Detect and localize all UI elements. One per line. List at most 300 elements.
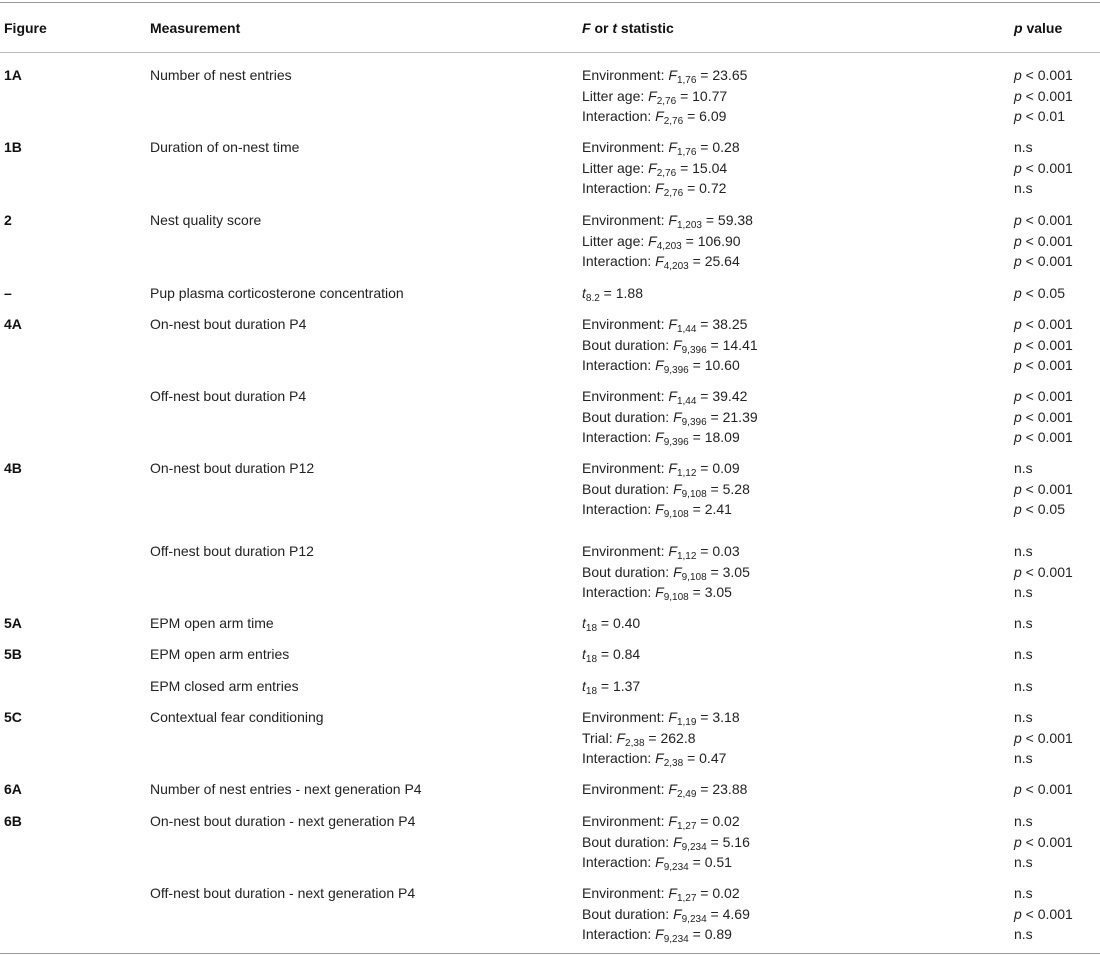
- effect-label: Bout duration:: [582, 563, 674, 580]
- statistic-line: [582, 924, 750, 945]
- figure-cell: 4B: [4, 460, 22, 476]
- degrees-of-freedom: 1,44: [676, 324, 697, 335]
- p-value-text: < 0.001: [1021, 159, 1073, 176]
- statistic-value: = 10.60: [688, 357, 740, 374]
- figure-cell: 5A: [4, 615, 22, 631]
- p-value-line: [1014, 335, 1073, 356]
- header-p-value: [1014, 20, 1062, 36]
- p-value-text: n.s: [1014, 139, 1033, 155]
- statistic-cell: [582, 210, 753, 272]
- degrees-of-freedom: 9,234: [681, 841, 707, 853]
- statistic-symbol: t: [582, 646, 586, 662]
- p-value-text: < 0.001: [1021, 408, 1073, 425]
- p-value-text: n.s: [1014, 750, 1033, 767]
- degrees-of-freedom: 9,234: [681, 913, 707, 925]
- measurement-cell: Duration of on-nest time: [150, 139, 300, 155]
- statistic-value: = 0.02: [696, 885, 740, 901]
- statistic-symbol: F: [673, 833, 682, 850]
- p-value-text: n.s: [1014, 584, 1033, 601]
- header-statistic-rest: statistic: [617, 20, 674, 36]
- statistic-value: = 15.04: [676, 159, 728, 176]
- statistic-symbol: F: [668, 316, 677, 332]
- figure-cell: 5B: [4, 646, 22, 662]
- degrees-of-freedom: 9,396: [663, 437, 689, 449]
- bottom-rule: [0, 953, 1100, 954]
- effect-label: Environment:: [582, 388, 669, 404]
- header-measurement: Measurement: [150, 20, 241, 36]
- statistic-symbol: t: [582, 285, 586, 301]
- measurement-cell: Off-nest bout duration - next generation P4: [150, 885, 416, 901]
- statistic-line: [582, 251, 753, 272]
- statistic-cell: [582, 314, 758, 376]
- top-rule: [0, 2, 1100, 3]
- figure-cell: 1B: [4, 139, 22, 155]
- effect-label: Interaction:: [582, 926, 656, 943]
- p-value-text: < 0.001: [1021, 480, 1073, 497]
- p-value-text: < 0.001: [1021, 729, 1073, 746]
- p-value-cell: [1014, 676, 1033, 697]
- p-value-text: < 0.001: [1021, 563, 1073, 580]
- statistic-cell: [582, 707, 740, 769]
- statistic-value: = 3.18: [696, 709, 740, 725]
- p-value-cell: [1014, 707, 1073, 769]
- statistic-line: [582, 86, 747, 107]
- p-value-line: [1014, 158, 1073, 179]
- p-value-line: [1014, 811, 1073, 832]
- statistic-value: = 5.28: [706, 480, 750, 497]
- figure-cell: 2: [4, 212, 12, 228]
- p-value-line: [1014, 458, 1073, 479]
- degrees-of-freedom: 1,203: [676, 220, 702, 231]
- p-value-line: [1014, 582, 1073, 603]
- p-value-cell: [1014, 541, 1073, 603]
- p-value-text: < 0.001: [1021, 905, 1073, 922]
- degrees-of-freedom: 18: [585, 686, 598, 697]
- figure-cell: 1A: [4, 67, 22, 83]
- statistic-symbol: F: [648, 232, 657, 249]
- statistic-value: = 0.51: [688, 854, 732, 871]
- degrees-of-freedom: 18: [585, 623, 598, 634]
- header-statistic-F: F: [582, 20, 591, 36]
- statistic-line: [582, 386, 758, 407]
- p-symbol: p: [1014, 67, 1022, 83]
- statistic-line: [582, 613, 640, 634]
- p-symbol: p: [1014, 833, 1022, 850]
- statistic-symbol: F: [668, 813, 677, 829]
- p-value-text: n.s: [1014, 646, 1033, 662]
- degrees-of-freedom: 2,76: [663, 116, 684, 128]
- p-symbol: p: [1014, 408, 1022, 425]
- effect-label: Litter age:: [582, 87, 649, 104]
- p-value-line: [1014, 65, 1073, 86]
- effect-label: Interaction:: [582, 180, 656, 197]
- p-symbol: p: [1014, 563, 1022, 580]
- statistic-symbol: F: [673, 408, 682, 425]
- degrees-of-freedom: 2,76: [656, 167, 677, 179]
- statistic-line: [582, 811, 750, 832]
- measurement-cell: Contextual fear conditioning: [150, 709, 324, 725]
- p-value-line: [1014, 86, 1073, 107]
- p-value-cell: [1014, 283, 1065, 304]
- statistic-line: [582, 210, 753, 231]
- degrees-of-freedom: 1,12: [676, 551, 697, 562]
- statistic-cell: [582, 386, 758, 448]
- effect-label: Interaction:: [582, 357, 656, 374]
- p-value-text: < 0.001: [1021, 87, 1073, 104]
- p-value-line: [1014, 676, 1033, 697]
- degrees-of-freedom: 1,44: [676, 396, 697, 407]
- statistic-symbol: F: [668, 67, 677, 83]
- p-symbol: p: [1014, 285, 1022, 301]
- p-value-text: < 0.05: [1021, 285, 1065, 301]
- statistic-value: = 0.09: [696, 460, 740, 476]
- p-value-line: [1014, 644, 1033, 665]
- effect-label: Environment:: [582, 67, 669, 83]
- p-value-line: [1014, 355, 1073, 376]
- statistic-line: [582, 407, 758, 428]
- effect-label: Environment:: [582, 139, 669, 155]
- statistic-value: = 0.02: [696, 813, 740, 829]
- statistic-symbol: F: [648, 87, 657, 104]
- p-value-line: [1014, 707, 1073, 728]
- statistic-value: = 14.41: [706, 336, 758, 353]
- p-symbol: p: [1014, 232, 1022, 249]
- p-symbol: p: [1014, 253, 1022, 270]
- measurement-cell: Pup plasma corticosterone concentration: [150, 285, 404, 301]
- measurement-cell: Off-nest bout duration P12: [150, 543, 314, 559]
- figure-cell: –: [4, 285, 12, 301]
- degrees-of-freedom: 2,38: [663, 758, 684, 770]
- statistic-value: = 0.89: [688, 926, 732, 943]
- degrees-of-freedom: 9,108: [663, 509, 689, 521]
- p-value-text: n.s: [1014, 885, 1033, 901]
- statistic-line: [582, 904, 750, 925]
- p-value-text: n.s: [1014, 615, 1033, 631]
- p-value-text: < 0.001: [1021, 336, 1073, 353]
- p-value-line: [1014, 427, 1073, 448]
- statistic-line: [582, 779, 747, 800]
- degrees-of-freedom: 4,203: [663, 261, 689, 273]
- degrees-of-freedom: 9,396: [681, 344, 707, 356]
- p-symbol: p: [1014, 501, 1022, 518]
- degrees-of-freedom: 9,108: [681, 571, 707, 583]
- p-value-line: [1014, 231, 1073, 252]
- statistic-symbol: t: [582, 615, 586, 631]
- p-value-line: [1014, 613, 1033, 634]
- degrees-of-freedom: 1,27: [676, 821, 697, 832]
- p-value-line: [1014, 904, 1073, 925]
- statistic-line: [582, 479, 750, 500]
- p-symbol: p: [1014, 316, 1022, 332]
- degrees-of-freedom: 9,234: [663, 934, 689, 946]
- statistic-value: = 18.09: [688, 429, 740, 446]
- measurement-cell: On-nest bout duration - next generation P4: [150, 813, 416, 829]
- effect-label: Bout duration:: [582, 408, 674, 425]
- effect-label: Bout duration:: [582, 480, 674, 497]
- effect-label: Interaction:: [582, 750, 656, 767]
- statistic-line: [582, 178, 740, 199]
- statistic-symbol: F: [655, 750, 664, 767]
- header-p-symbol: p: [1014, 20, 1023, 36]
- p-value-line: [1014, 314, 1073, 335]
- p-value-line: [1014, 499, 1073, 520]
- header-p-rest: value: [1022, 20, 1063, 36]
- degrees-of-freedom: 2,38: [625, 737, 645, 749]
- p-value-cell: [1014, 883, 1073, 945]
- degrees-of-freedom: 9,396: [681, 416, 707, 428]
- p-value-text: n.s: [1014, 460, 1033, 476]
- p-value-line: [1014, 562, 1073, 583]
- effect-label: Bout duration:: [582, 336, 674, 353]
- degrees-of-freedom: 2,76: [656, 95, 677, 107]
- statistic-line: [582, 137, 740, 158]
- measurement-cell: EPM closed arm entries: [150, 678, 299, 694]
- statistic-symbol: F: [668, 709, 677, 725]
- effect-label: Environment:: [582, 781, 669, 797]
- statistic-value: = 262.8: [644, 729, 696, 746]
- p-symbol: p: [1014, 905, 1022, 922]
- statistic-symbol: F: [668, 139, 677, 155]
- effect-label: Environment:: [582, 885, 669, 901]
- statistic-cell: [582, 458, 750, 520]
- p-value-line: [1014, 924, 1073, 945]
- p-value-line: [1014, 178, 1073, 199]
- statistic-symbol: F: [655, 357, 664, 374]
- statistic-value: = 0.47: [683, 750, 727, 767]
- statistic-value: = 5.16: [706, 833, 750, 850]
- statistic-line: [582, 883, 750, 904]
- degrees-of-freedom: 2,49: [676, 789, 697, 800]
- degrees-of-freedom: 4,203: [656, 240, 682, 252]
- measurement-cell: On-nest bout duration P12: [150, 460, 315, 476]
- p-symbol: p: [1014, 729, 1022, 746]
- figure-cell: 4A: [4, 316, 22, 332]
- degrees-of-freedom: 9,234: [663, 862, 689, 874]
- effect-label: Interaction:: [582, 501, 656, 518]
- degrees-of-freedom: 8.2: [585, 293, 600, 304]
- p-value-cell: [1014, 137, 1073, 199]
- statistic-value: = 0.03: [696, 543, 740, 559]
- statistic-cell: [582, 283, 643, 304]
- p-symbol: p: [1014, 429, 1022, 446]
- p-value-text: < 0.001: [1021, 316, 1073, 332]
- p-value-cell: [1014, 779, 1073, 800]
- statistic-line: [582, 707, 740, 728]
- p-value-cell: [1014, 386, 1073, 448]
- statistic-line: [582, 832, 750, 853]
- figure-cell: 6B: [4, 813, 22, 829]
- statistic-value: = 1.88: [599, 285, 643, 301]
- effect-label: Environment:: [582, 813, 669, 829]
- statistic-line: [582, 65, 747, 86]
- p-value-line: [1014, 386, 1073, 407]
- statistic-symbol: F: [673, 905, 682, 922]
- statistic-line: [582, 562, 750, 583]
- statistic-symbol: F: [655, 926, 664, 943]
- statistic-symbol: F: [673, 563, 682, 580]
- statistic-symbol: F: [648, 159, 657, 176]
- p-value-line: [1014, 728, 1073, 749]
- statistic-value: = 4.69: [706, 905, 750, 922]
- p-symbol: p: [1014, 480, 1022, 497]
- p-value-text: n.s: [1014, 678, 1033, 694]
- degrees-of-freedom: 9,108: [663, 592, 689, 604]
- figure-cell: 5C: [4, 709, 22, 725]
- p-value-cell: [1014, 458, 1073, 520]
- p-value-line: [1014, 883, 1073, 904]
- statistic-value: = 21.39: [706, 408, 758, 425]
- statistic-symbol: F: [668, 543, 677, 559]
- statistic-line: [582, 314, 758, 335]
- statistic-line: [582, 582, 750, 603]
- statistic-symbol: F: [668, 885, 677, 901]
- effect-label: Bout duration:: [582, 905, 674, 922]
- effect-label: Interaction:: [582, 253, 656, 270]
- statistic-symbol: t: [582, 678, 586, 694]
- p-value-text: < 0.001: [1021, 388, 1073, 404]
- p-symbol: p: [1014, 336, 1022, 353]
- statistic-value: = 1.37: [597, 678, 641, 694]
- p-value-text: n.s: [1014, 543, 1033, 559]
- statistic-cell: [582, 613, 640, 634]
- effect-label: Environment:: [582, 709, 669, 725]
- statistic-line: [582, 676, 640, 697]
- degrees-of-freedom: 1,12: [676, 468, 697, 479]
- p-value-line: [1014, 479, 1073, 500]
- statistic-cell: [582, 883, 750, 945]
- statistic-symbol: F: [655, 854, 664, 871]
- p-value-text: < 0.05: [1021, 501, 1065, 518]
- statistic-cell: [582, 644, 640, 665]
- effect-label: Interaction:: [582, 854, 656, 871]
- p-value-text: < 0.001: [1021, 429, 1073, 446]
- measurement-cell: EPM open arm entries: [150, 646, 290, 662]
- statistic-line: [582, 231, 753, 252]
- degrees-of-freedom: 9,396: [663, 365, 689, 377]
- statistic-value: = 23.65: [696, 67, 748, 83]
- statistic-symbol: F: [655, 584, 664, 601]
- statistic-line: [582, 283, 643, 304]
- degrees-of-freedom: 2,76: [663, 188, 684, 200]
- p-value-text: < 0.001: [1021, 253, 1073, 270]
- p-symbol: p: [1014, 108, 1022, 125]
- statistic-value: = 23.88: [696, 781, 748, 797]
- p-symbol: p: [1014, 87, 1022, 104]
- p-value-text: < 0.01: [1021, 108, 1065, 125]
- header-statistic-or: or: [590, 20, 613, 36]
- statistic-symbol: F: [655, 253, 664, 270]
- statistic-symbol: F: [673, 480, 682, 497]
- effect-label: Environment:: [582, 212, 669, 228]
- p-value-line: [1014, 779, 1073, 800]
- degrees-of-freedom: 1,27: [676, 893, 697, 904]
- measurement-cell: Number of nest entries - next generation P4: [150, 781, 422, 797]
- p-symbol: p: [1014, 212, 1022, 228]
- statistic-value: = 59.38: [701, 212, 753, 228]
- effect-label: Litter age:: [582, 232, 649, 249]
- p-value-cell: [1014, 811, 1073, 873]
- effect-label: Interaction:: [582, 108, 656, 125]
- p-value-cell: [1014, 314, 1073, 376]
- statistic-line: [582, 852, 750, 873]
- statistic-value: = 25.64: [688, 253, 740, 270]
- statistic-value: = 10.77: [676, 87, 728, 104]
- p-value-text: < 0.001: [1021, 357, 1073, 374]
- effect-label: Environment:: [582, 460, 669, 476]
- p-value-line: [1014, 541, 1073, 562]
- p-value-text: < 0.001: [1021, 212, 1073, 228]
- effect-label: Litter age:: [582, 159, 649, 176]
- figure-cell: 6A: [4, 781, 22, 797]
- effect-label: Trial:: [582, 729, 617, 746]
- p-value-line: [1014, 407, 1073, 428]
- statistic-symbol: F: [616, 729, 626, 746]
- statistic-line: [582, 335, 758, 356]
- statistic-value: = 39.42: [696, 388, 748, 404]
- statistic-line: [582, 499, 750, 520]
- statistic-cell: [582, 65, 747, 127]
- p-value-line: [1014, 106, 1073, 127]
- statistic-symbol: F: [655, 108, 664, 125]
- statistic-cell: [582, 779, 747, 800]
- p-value-cell: [1014, 644, 1033, 665]
- effect-label: Interaction:: [582, 584, 656, 601]
- statistic-value: = 3.05: [706, 563, 750, 580]
- statistic-symbol: F: [668, 460, 677, 476]
- statistic-line: [582, 728, 740, 749]
- statistic-symbol: F: [668, 781, 677, 797]
- p-value-cell: [1014, 613, 1033, 634]
- statistic-value: = 2.41: [688, 501, 732, 518]
- statistic-value: = 106.90: [681, 232, 741, 249]
- p-value-line: [1014, 852, 1073, 873]
- statistic-line: [582, 458, 750, 479]
- effect-label: Environment:: [582, 543, 669, 559]
- statistic-line: [582, 748, 740, 769]
- statistic-line: [582, 106, 747, 127]
- p-value-text: n.s: [1014, 926, 1033, 943]
- statistic-line: [582, 355, 758, 376]
- p-value-text: < 0.001: [1021, 67, 1073, 83]
- statistic-value: = 3.05: [688, 584, 732, 601]
- degrees-of-freedom: 1,19: [676, 717, 697, 728]
- statistic-value: = 6.09: [683, 108, 727, 125]
- degrees-of-freedom: 9,108: [681, 488, 707, 500]
- p-value-cell: [1014, 65, 1073, 127]
- statistic-symbol: F: [668, 212, 677, 228]
- degrees-of-freedom: 1,76: [676, 147, 697, 158]
- statistic-symbol: F: [673, 336, 682, 353]
- p-value-line: [1014, 137, 1073, 158]
- p-value-line: [1014, 283, 1065, 304]
- statistic-symbol: F: [655, 180, 664, 197]
- p-value-text: < 0.001: [1021, 833, 1073, 850]
- measurement-cell: Number of nest entries: [150, 67, 292, 83]
- p-value-line: [1014, 748, 1073, 769]
- statistic-line: [582, 158, 740, 179]
- measurement-cell: Off-nest bout duration P4: [150, 388, 307, 404]
- p-symbol: p: [1014, 357, 1022, 374]
- header-statistic: [582, 20, 674, 36]
- p-value-line: [1014, 210, 1073, 231]
- p-value-line: [1014, 832, 1073, 853]
- statistic-cell: [582, 137, 740, 199]
- statistic-line: [582, 644, 640, 665]
- statistic-cell: [582, 676, 640, 697]
- statistic-cell: [582, 811, 750, 873]
- p-value-text: < 0.001: [1021, 232, 1073, 249]
- statistic-value: = 38.25: [696, 316, 748, 332]
